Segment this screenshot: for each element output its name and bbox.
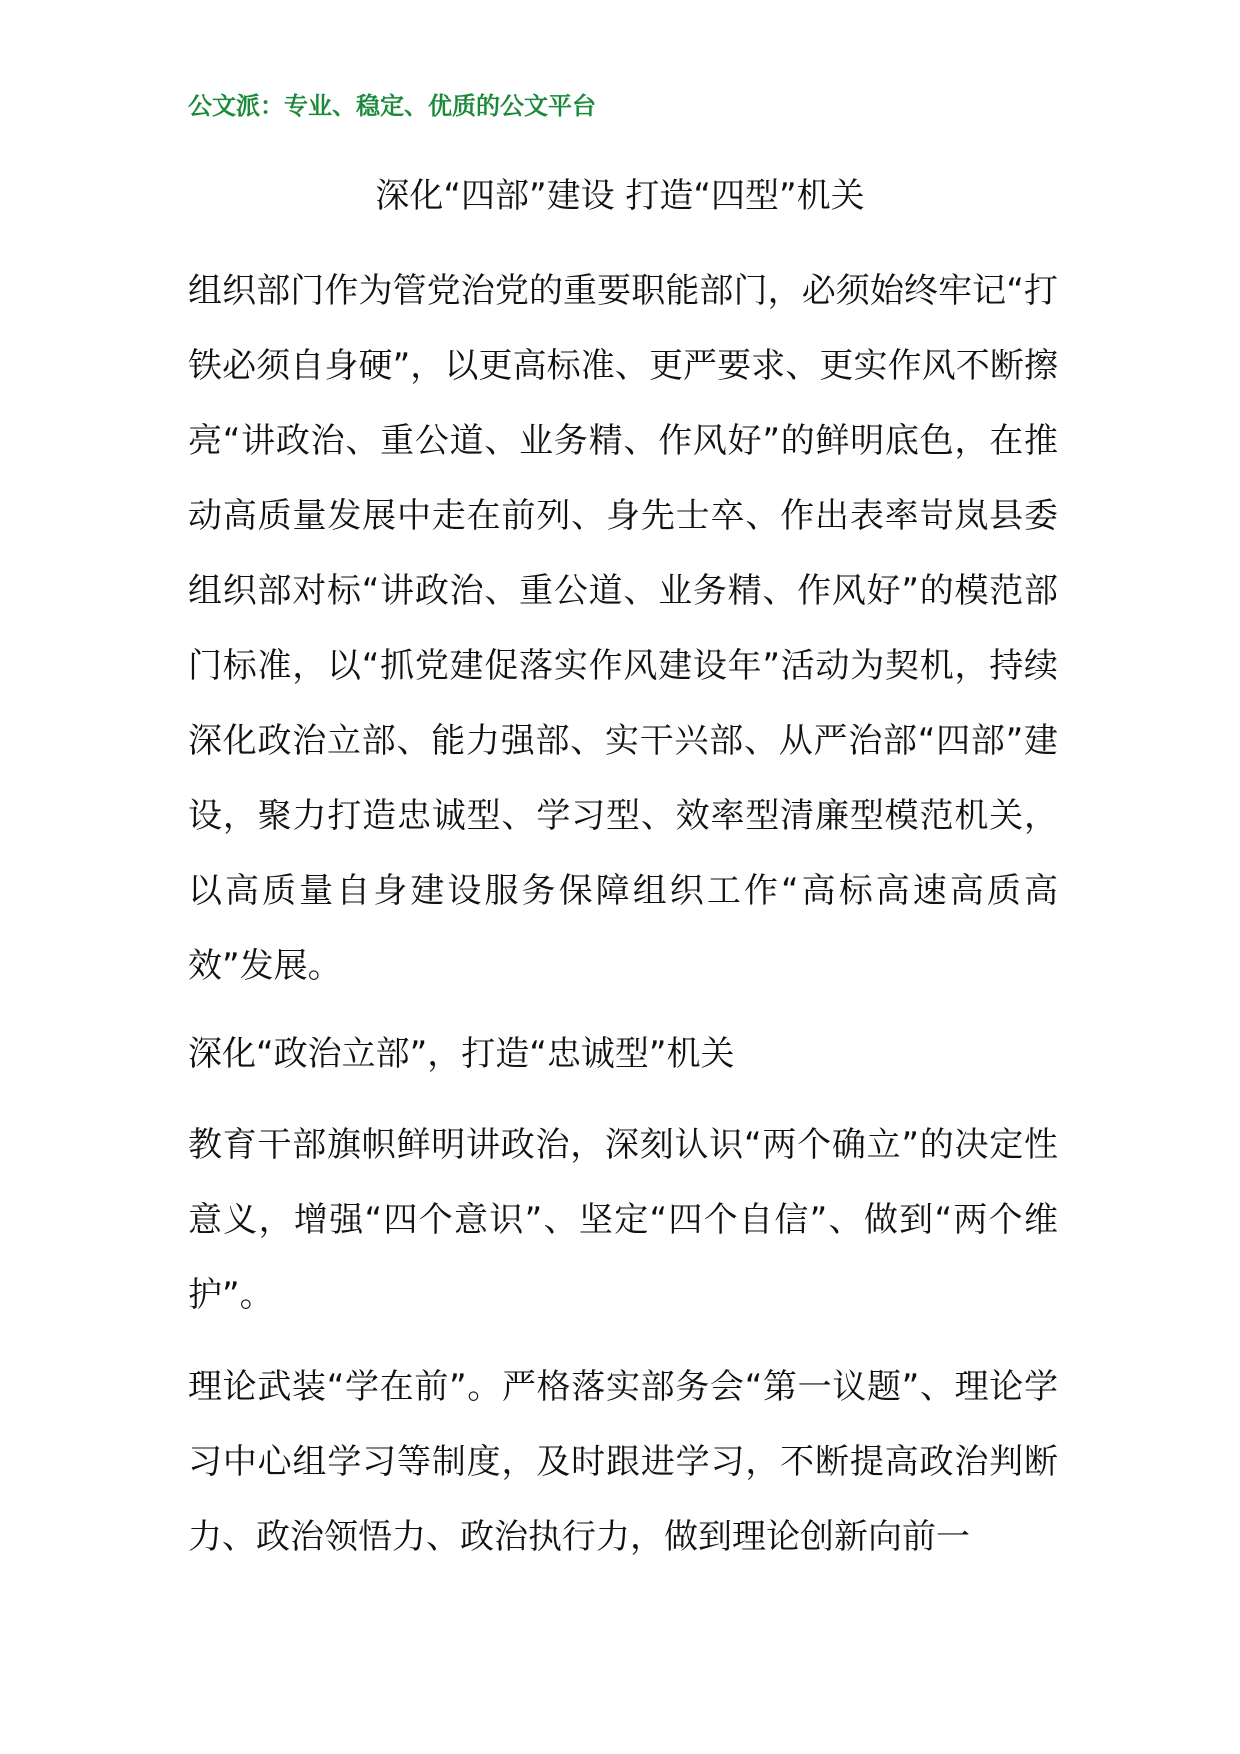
header-banner: 公文派：专业、稳定、优质的公文平台: [188, 91, 596, 120]
document-title: 深化“四部”建设 打造“四型”机关: [375, 176, 865, 216]
paragraph-intro: 组织部门作为管党治党的重要职能部门，必须始终牢记“打铁必须自身硬”，以更高标准、更严要求、更实作风不断擦亮“讲政治、重公道、业务精、作风好”的鲜明底色，在推动高质量发展中走在前列、身先士卒、作出表率岢岚县委组织部对标“讲政治、重公道、业务精、作风好”的模范部门标准，以“抓党建促落实作风建设年”活动为契机，持续深化政治立部、能力强部、实干兴部、从严治部“四部”建设，聚力打造忠诚型、学习型、效率型清廉型模范机关，以高质量自身建设服务保障组织工作“高标高速高质高效”发展。: [188, 271, 1058, 986]
paragraph-theory: 理论武装“学在前”。严格落实部务会“第一议题”、理论学习中心组学习等制度，及时跟进学习，不断提高政治判断力、政治领悟力、政治执行力，做到理论创新向前一: [188, 1367, 1058, 1557]
paragraph-political: 教育干部旗帜鲜明讲政治，深刻认识“两个确立”的决定性意义，增强“四个意识”、坚定“四个自信”、做到“两个维护”。: [188, 1125, 1058, 1315]
section-heading: 深化“政治立部”，打造“忠诚型”机关: [188, 1034, 735, 1074]
